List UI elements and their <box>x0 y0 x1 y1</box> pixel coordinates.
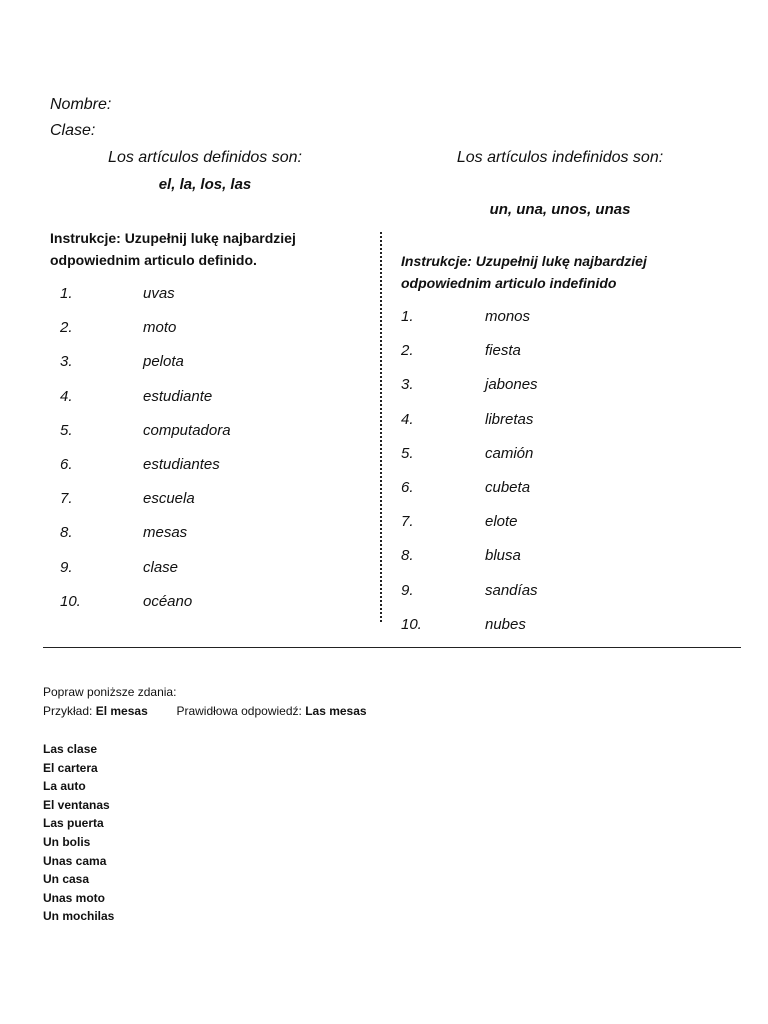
wrong-sentence: Un bolis <box>43 834 91 849</box>
wrong-sentence: Las clase <box>43 742 98 756</box>
list-item <box>401 582 651 602</box>
item-number: 2. <box>60 319 73 337</box>
wrong-sentence: Un casa <box>43 872 90 887</box>
list-item <box>401 479 651 499</box>
list-item <box>401 308 651 328</box>
item-number: 1. <box>60 285 73 302</box>
item-number: 6. <box>60 456 73 473</box>
item-word: clase <box>143 558 179 576</box>
item-number: 5. <box>60 421 73 439</box>
item-word: estudiantes <box>143 456 220 473</box>
item-number: 4. <box>401 410 414 428</box>
item-word: libretas <box>485 410 534 428</box>
item-number: 1. <box>401 308 414 325</box>
left-instructions-line1: Instrukcje: Uzupełnij lukę najbardziej <box>50 230 296 246</box>
item-word: monos <box>485 308 531 325</box>
right-instructions <box>401 250 741 294</box>
class-label: Clase: <box>50 122 96 139</box>
item-number: 6. <box>401 479 414 496</box>
item-number: 7. <box>60 490 73 508</box>
item-word: jabones <box>485 376 538 394</box>
item-number: 10. <box>60 592 81 610</box>
wrong-sentence: El cartera <box>43 760 98 775</box>
item-word: nubes <box>485 615 526 633</box>
correction-example <box>43 704 367 718</box>
indefinite-articles-title: Los artículos indefinidos son: <box>456 149 664 166</box>
item-number: 2. <box>401 342 414 360</box>
list-item <box>401 342 651 362</box>
list-item <box>401 547 651 567</box>
item-word: computadora <box>143 421 231 439</box>
wrong-sentence: El ventanas <box>43 797 110 812</box>
list-item <box>60 593 310 613</box>
right-instructions-line1: Instrukcje: Uzupełnij lukę najbardziej <box>401 253 647 269</box>
list-item <box>401 376 651 396</box>
list-item <box>401 513 651 533</box>
answer-label: Prawidłowa odpowiedź: <box>176 704 302 718</box>
item-number: 3. <box>60 353 73 371</box>
item-word: sandías <box>485 581 538 599</box>
wrong-sentence: Unas moto <box>43 890 106 905</box>
item-number: 9. <box>60 558 73 576</box>
item-number: 8. <box>60 524 73 542</box>
item-number: 9. <box>401 581 414 599</box>
item-word: mesas <box>143 524 188 542</box>
left-instructions-line2: odpowiednim articulo definido. <box>50 252 257 268</box>
item-word: blusa <box>485 547 521 565</box>
right-instructions-line2: odpowiednim articulo indefinido <box>401 275 617 291</box>
item-number: 10. <box>401 615 422 633</box>
column-divider <box>380 232 382 622</box>
list-item <box>60 456 310 476</box>
item-word: moto <box>143 319 177 337</box>
list-item <box>60 490 310 510</box>
list-item <box>401 445 651 465</box>
list-item <box>60 353 310 373</box>
name-label: Nombre: <box>50 96 112 113</box>
item-number: 5. <box>401 444 414 462</box>
wrong-sentence: La auto <box>43 779 86 794</box>
wrong-sentence: Las puerta <box>43 816 104 831</box>
list-item <box>60 388 310 408</box>
example-label: Przykład: <box>43 704 93 718</box>
item-word: océano <box>143 592 193 610</box>
answer-right: Las mesas <box>305 704 367 718</box>
item-word: estudiante <box>143 387 213 405</box>
item-number: 3. <box>401 376 414 394</box>
indefinite-articles-list: un, una, unos, unas <box>489 201 631 218</box>
list-item <box>401 616 651 636</box>
wrong-sentence: Un mochilas <box>43 909 115 924</box>
wrong-sentences-list <box>43 740 114 926</box>
item-word: uvas <box>143 285 175 302</box>
list-item <box>60 422 310 442</box>
list-item <box>401 411 651 431</box>
list-item <box>60 319 310 339</box>
definite-articles-list: el, la, los, las <box>158 176 252 193</box>
item-number: 4. <box>60 387 73 405</box>
item-word: cubeta <box>485 479 531 496</box>
item-number: 8. <box>401 547 414 565</box>
definite-articles-title: Los artículos definidos son: <box>108 149 302 166</box>
item-word: pelota <box>143 353 184 371</box>
correction-prompt: Popraw poniższe zdania: <box>43 685 177 699</box>
list-item <box>60 524 310 544</box>
item-word: elote <box>485 513 518 531</box>
item-word: camión <box>485 444 534 462</box>
list-item <box>60 559 310 579</box>
section-divider <box>43 647 741 648</box>
item-word: escuela <box>143 490 195 508</box>
example-wrong: El mesas <box>95 704 148 718</box>
wrong-sentence: Unas cama <box>43 853 107 868</box>
left-instructions <box>50 227 370 271</box>
item-word: fiesta <box>485 342 521 360</box>
item-number: 7. <box>401 513 414 531</box>
list-item <box>60 285 310 305</box>
